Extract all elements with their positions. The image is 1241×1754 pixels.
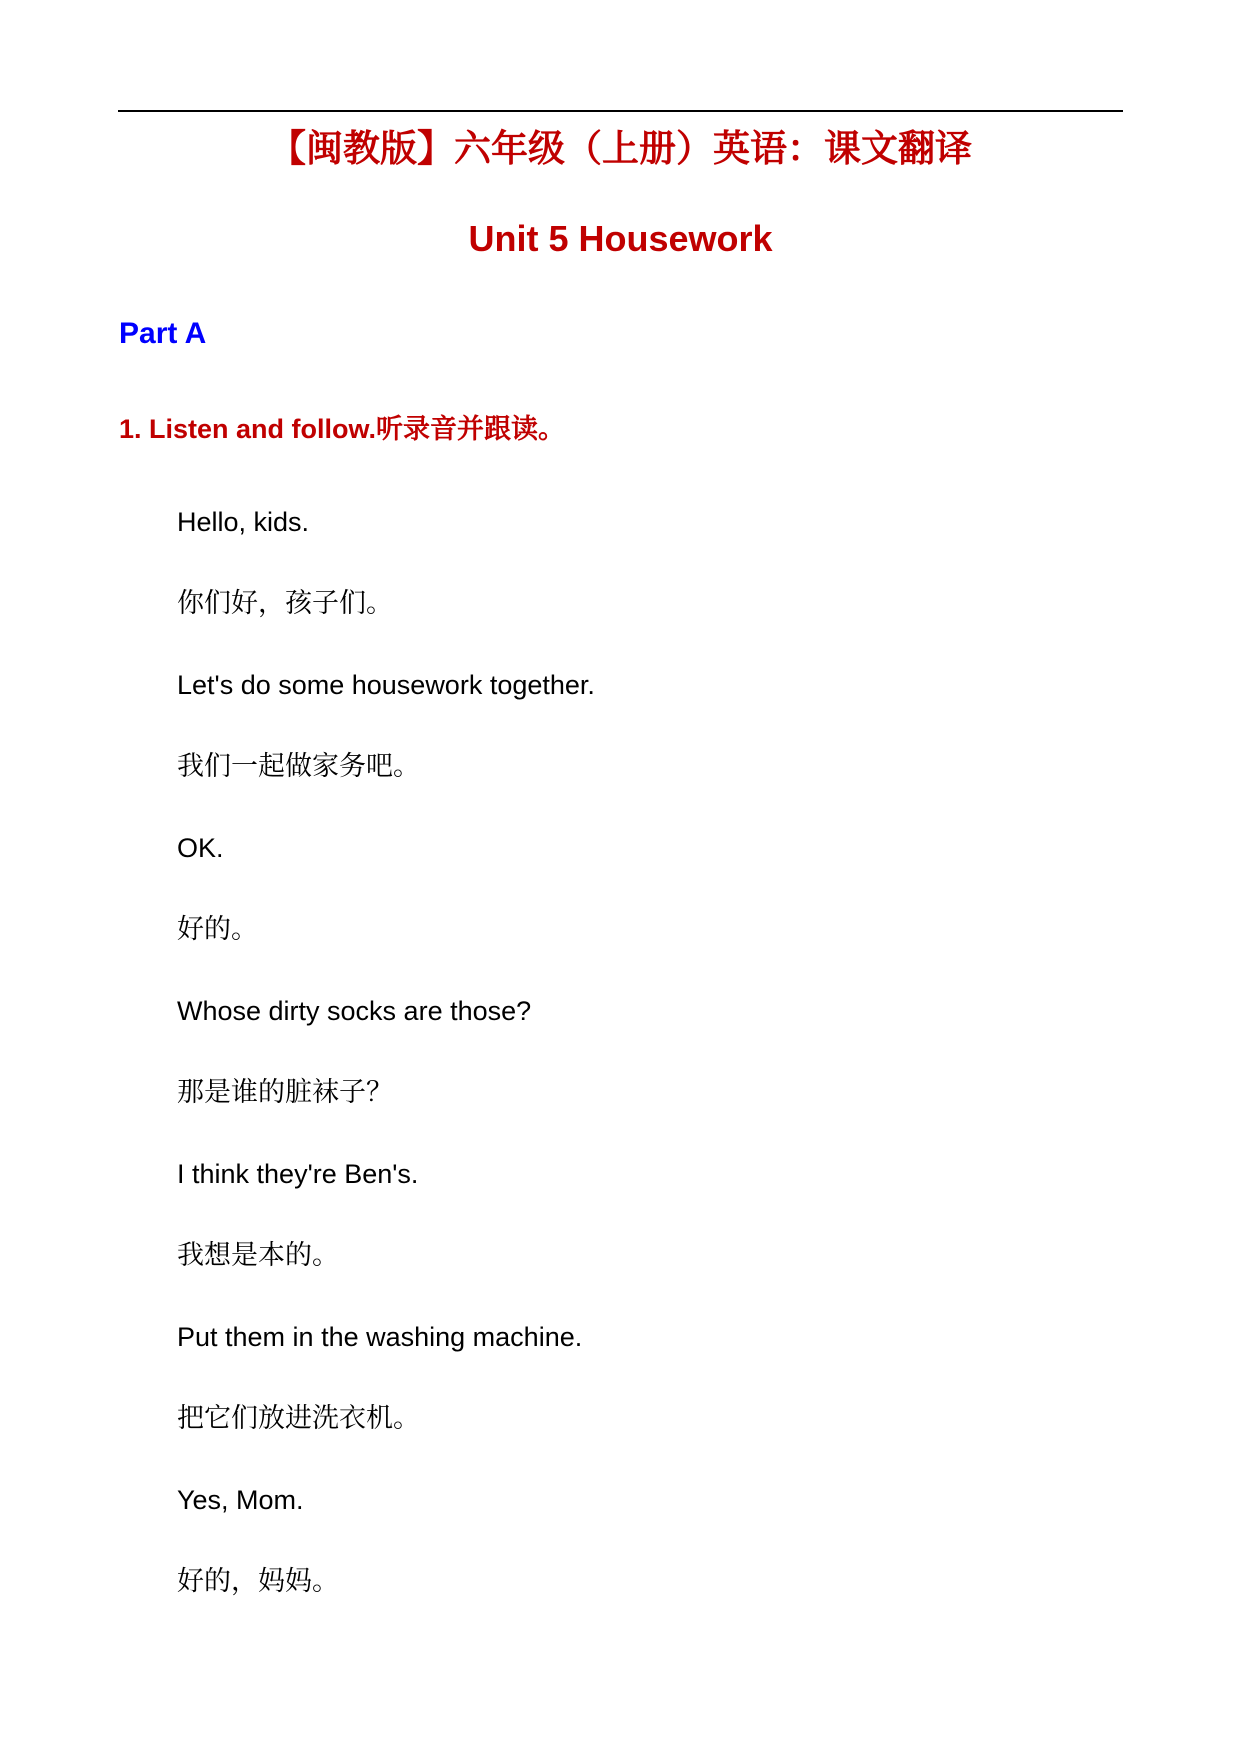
dialogue-line-zh: 我想是本的。 [177,1239,339,1271]
dialogue-line-en: Let's do some housework together. [177,670,595,700]
dialogue-line-zh: 你们好，孩子们。 [177,587,393,619]
dialogue-line-zh: 我们一起做家务吧。 [177,750,420,782]
document-title: 【闽教版】六年级（上册）英语：课文翻译 [269,126,972,170]
dialogue-line-zh: 好的。 [177,913,258,945]
dialogue-line-en: Yes, Mom. [177,1485,304,1515]
dialogue-line-zh: 那是谁的脏袜子？ [177,1076,393,1108]
part-heading: Part A [119,317,207,350]
dialogue-line-en: Hello, kids. [177,507,310,537]
dialogue-line-en: Whose dirty socks are those? [177,996,532,1026]
header-divider [118,110,1123,112]
dialogue-line-en: OK. [177,833,224,863]
section-heading: 1. Listen and follow.听录音并跟读。 [119,414,566,444]
dialogue-line-en: Put them in the washing machine. [177,1322,583,1352]
dialogue-line-zh: 好的，妈妈。 [177,1565,339,1597]
dialogue-line-en: I think they're Ben's. [177,1159,419,1189]
dialogue-line-zh: 把它们放进洗衣机。 [177,1402,420,1434]
unit-title: Unit 5 Housework [468,218,773,259]
dialogue-body [177,502,1117,1643]
